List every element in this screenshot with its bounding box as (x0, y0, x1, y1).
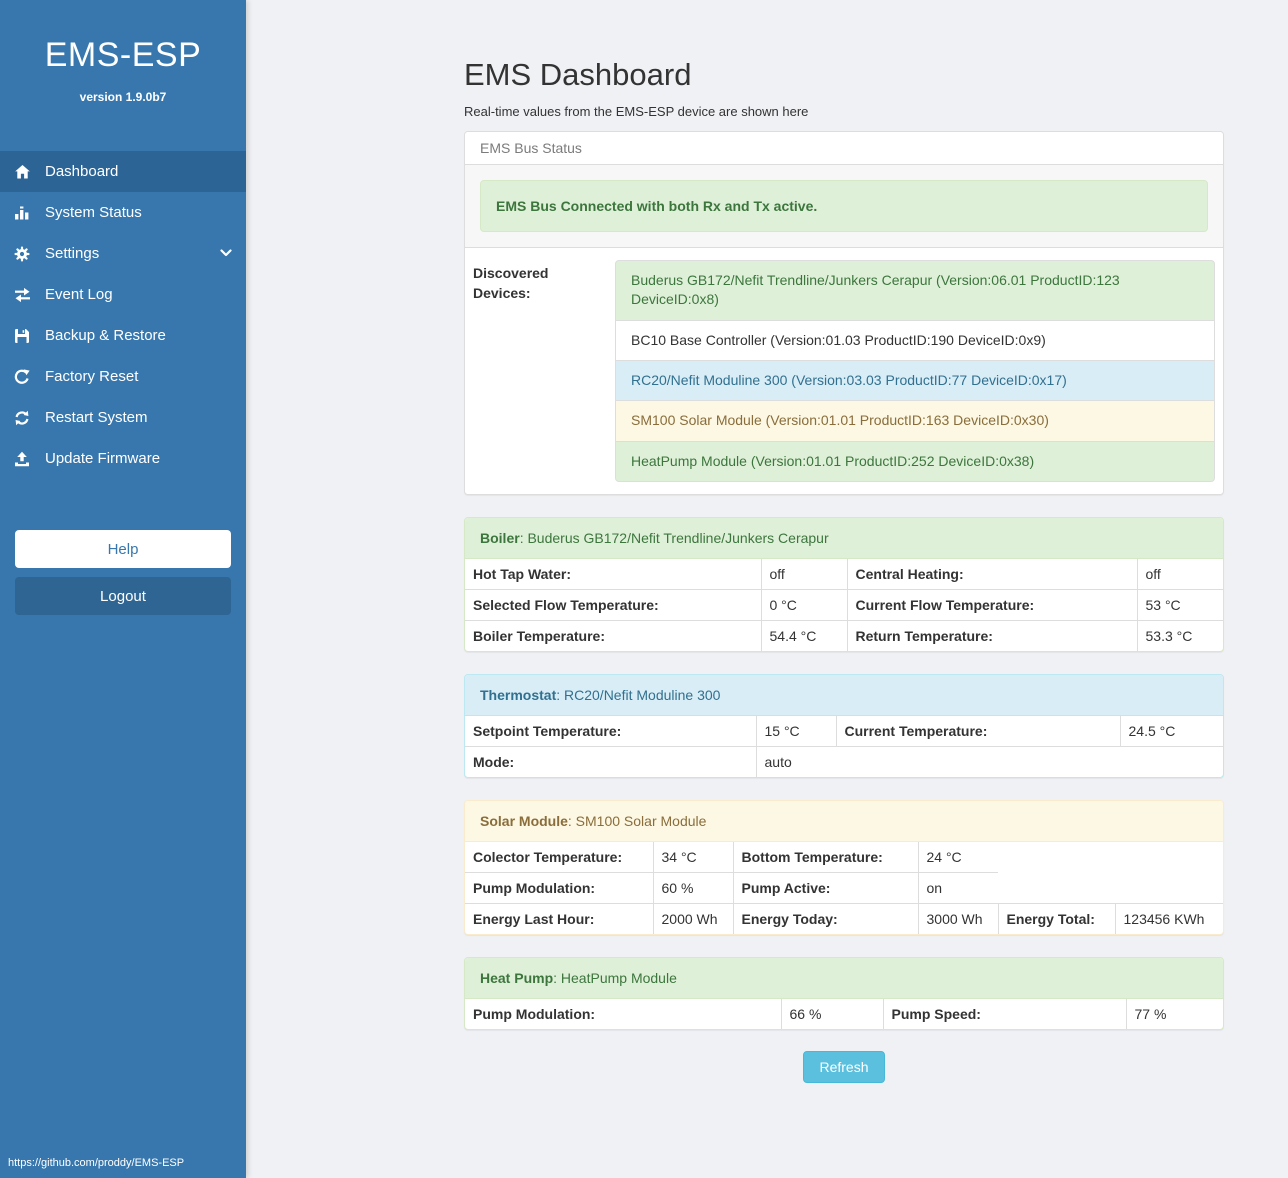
panel-title: Heat Pump (480, 969, 554, 986)
heat-pump-table (465, 999, 1224, 1029)
sidebar-nav (0, 151, 246, 479)
row-value: 53.3 °C (1137, 620, 1224, 651)
row-label: Pump Modulation: (465, 872, 653, 903)
row-value: 15 °C (756, 716, 836, 747)
chevron-down-icon (220, 245, 232, 262)
solar-module-panel (464, 800, 1224, 935)
home-icon (10, 164, 34, 180)
sidebar-item-event-log[interactable] (0, 274, 246, 315)
panel-device-name: : Buderus GB172/Nefit Trendline/Junkers Cerapur (519, 529, 829, 546)
panel-title: Boiler (480, 529, 520, 546)
solar-panel-heading (465, 801, 1223, 842)
table-row (465, 999, 1224, 1029)
page-title: EMS Dashboard (464, 57, 692, 92)
help-button[interactable]: Help (15, 530, 231, 568)
table-row (465, 903, 1224, 934)
row-value: 54.4 °C (761, 620, 847, 651)
panel-device-name: : RC20/Nefit Moduline 300 (556, 686, 721, 703)
boiler-panel (464, 517, 1224, 652)
table-row (465, 589, 1224, 620)
row-label: Energy Total: (998, 903, 1115, 934)
table-row (465, 872, 1224, 903)
row-label: Current Flow Temperature: (847, 589, 1137, 620)
main-area (246, 0, 1288, 1178)
panel-title: Thermostat (480, 686, 557, 703)
exchange-arrows-icon (10, 287, 34, 303)
panel-title: Solar Module (480, 812, 568, 829)
row-label: Setpoint Temperature: (473, 722, 622, 739)
panel-device-name: : HeatPump Module (553, 969, 677, 986)
bus-status-body (465, 165, 1223, 247)
row-value: 0 °C (761, 589, 847, 620)
sidebar (0, 0, 246, 1178)
save-floppy-icon (10, 328, 34, 344)
row-label: Current Temperature: (836, 716, 1120, 747)
discovered-devices-section (465, 247, 1223, 494)
sidebar-item-backup-restore[interactable] (0, 315, 246, 356)
repeat-icon (10, 369, 34, 385)
upload-icon (10, 451, 34, 467)
sidebar-item-label: System Status (45, 204, 142, 221)
thermostat-panel (464, 674, 1224, 778)
row-value: on (918, 872, 998, 903)
row-value: 2000 Wh (653, 903, 733, 934)
sidebar-item-dashboard[interactable] (0, 151, 246, 192)
sidebar-item-settings[interactable] (0, 233, 246, 274)
sidebar-item-label: Update Firmware (45, 450, 161, 467)
row-label: Colector Temperature: (473, 848, 623, 865)
panel-heading: EMS Bus Status (465, 132, 1223, 165)
row-label: Boiler Temperature: (465, 620, 761, 651)
row-value: auto (756, 746, 1224, 777)
refresh-button[interactable]: Refresh (803, 1051, 884, 1083)
table-row (465, 559, 1224, 590)
row-value: 123456 KWh (1115, 903, 1224, 934)
status-bar-url: https://github.com/proddy/EMS-ESP (8, 1157, 185, 1169)
row-label: Mode: (465, 746, 756, 777)
device-list-item: HeatPump Module (Version:01.01 ProductID:252 DeviceID:0x38) (615, 441, 1215, 482)
sidebar-item-label: Factory Reset (45, 368, 139, 385)
device-list-item: Buderus GB172/Nefit Trendline/Junkers Cerapur (Version:06.01 ProductID:123 DeviceID:0x8) (615, 260, 1215, 321)
row-label: Central Heating: (847, 559, 1137, 590)
sidebar-item-update-firmware[interactable] (0, 438, 246, 479)
empty-cell (998, 872, 1224, 903)
thermostat-panel-heading (465, 675, 1223, 716)
row-value: 53 °C (1137, 589, 1224, 620)
boiler-panel-heading (465, 518, 1223, 559)
row-value: 34 °C (653, 842, 733, 873)
table-row (465, 716, 1224, 747)
sidebar-item-label: Backup & Restore (45, 327, 166, 344)
row-label: Pump Modulation: (473, 1005, 596, 1022)
row-value: 66 % (781, 999, 883, 1029)
discovered-devices-label: Discovered Devices: (473, 265, 549, 301)
device-list-item: SM100 Solar Module (Version:01.01 ProductID:163 DeviceID:0x30) (615, 400, 1215, 441)
table-row (465, 620, 1224, 651)
brand (0, 0, 246, 104)
row-value: off (1137, 559, 1224, 590)
system-status-icon (10, 205, 34, 221)
boiler-table (465, 559, 1224, 651)
bus-connected-alert: EMS Bus Connected with both Rx and Tx active. (480, 180, 1208, 232)
sidebar-item-label: Event Log (45, 286, 113, 303)
device-list (615, 260, 1215, 482)
row-label: Pump Active: (733, 872, 918, 903)
sidebar-item-label: Dashboard (45, 163, 119, 180)
app-version: version 1.9.0b7 (79, 90, 167, 104)
sidebar-buttons (15, 530, 231, 615)
row-value: 60 % (653, 872, 733, 903)
solar-table (465, 842, 1224, 934)
sidebar-item-restart-system[interactable] (0, 397, 246, 438)
heat-pump-panel-heading (465, 958, 1223, 999)
row-value: 77 % (1126, 999, 1224, 1029)
row-label: Hot Tap Water: (473, 565, 571, 582)
table-row (465, 746, 1224, 777)
app-title: EMS-ESP (44, 36, 202, 74)
heat-pump-panel (464, 957, 1224, 1030)
row-value: 3000 Wh (918, 903, 998, 934)
row-label: Energy Last Hour: (465, 903, 653, 934)
row-label: Bottom Temperature: (733, 842, 918, 873)
row-value: 24.5 °C (1120, 716, 1224, 747)
gear-icon (10, 246, 34, 262)
thermostat-table (465, 716, 1224, 777)
row-label: Pump Speed: (883, 999, 1126, 1029)
logout-button[interactable]: Logout (15, 577, 231, 615)
sidebar-item-factory-reset[interactable] (0, 356, 246, 397)
panel-device-name: : SM100 Solar Module (567, 812, 707, 829)
sidebar-item-label: Restart System (45, 409, 148, 426)
empty-cell (998, 842, 1224, 873)
sidebar-item-label: Settings (45, 245, 100, 262)
table-row (465, 842, 1224, 873)
page-subtitle: Real-time values from the EMS-ESP device are shown here (464, 104, 809, 119)
row-label: Energy Today: (733, 903, 918, 934)
refresh-sync-icon (10, 410, 34, 426)
ems-bus-status-panel (464, 131, 1224, 495)
device-list-item: BC10 Base Controller (Version:01.03 ProductID:190 DeviceID:0x9) (615, 320, 1215, 361)
row-value: off (761, 559, 847, 590)
row-label: Return Temperature: (847, 620, 1137, 651)
device-list-item: RC20/Nefit Moduline 300 (Version:03.03 ProductID:77 DeviceID:0x17) (615, 360, 1215, 401)
row-value: 24 °C (918, 842, 998, 873)
sidebar-item-system-status[interactable] (0, 192, 246, 233)
row-label: Selected Flow Temperature: (465, 589, 761, 620)
